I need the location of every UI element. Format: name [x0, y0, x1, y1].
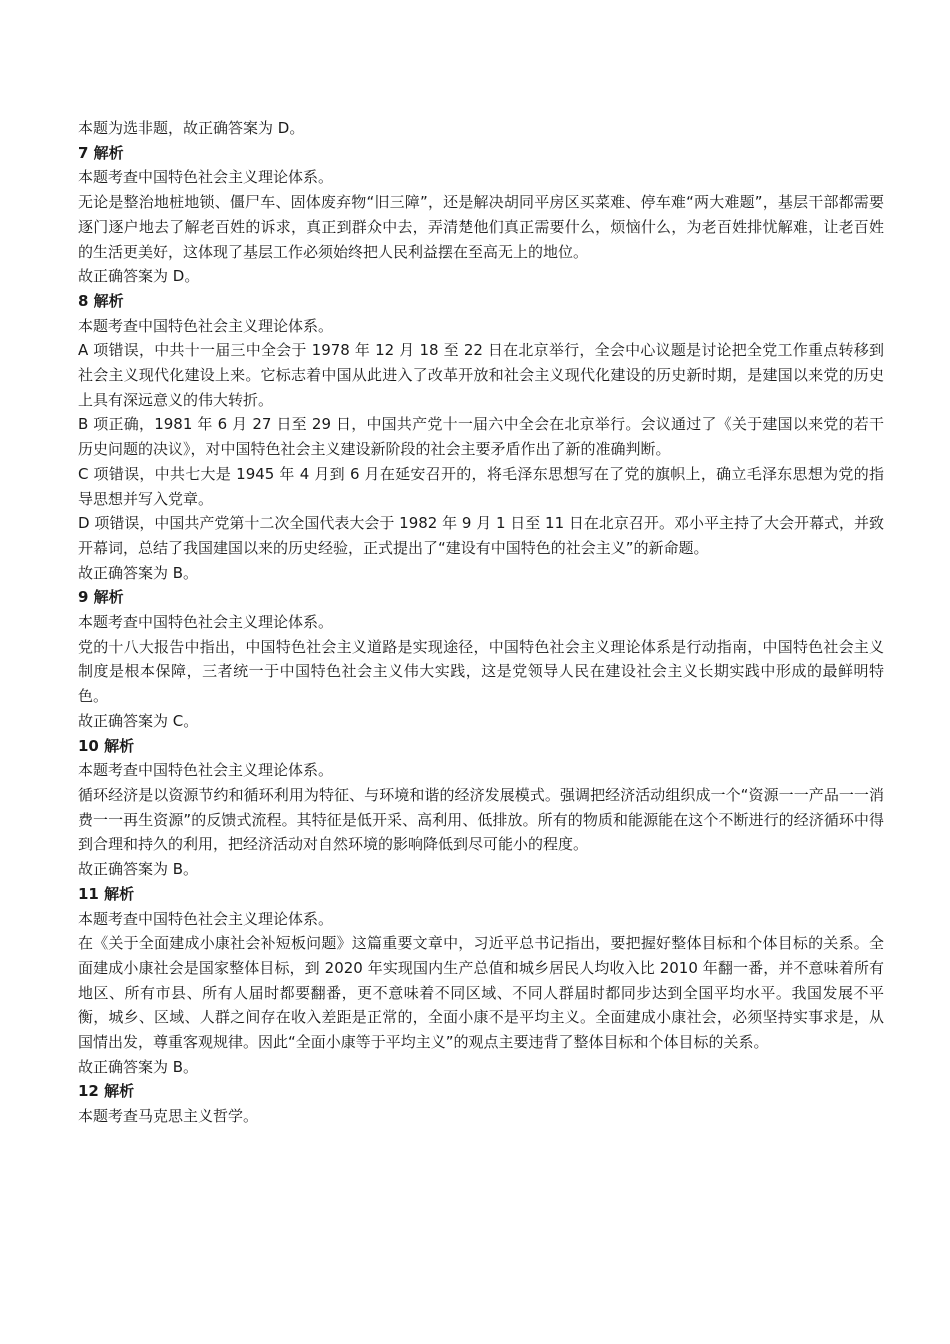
topic-line: 本题考查中国特色社会主义理论体系。	[78, 761, 334, 780]
topic-line: 本题考查中国特色社会主义理论体系。	[78, 909, 334, 928]
explanation-paragraph: 无论是整治地桩地锁、僵尸车、固体废弃物“旧三障”，还是解决胡同平房区买菜难、停车难“两大难题”，基层干部都需要逐门逐户地去了解老百姓的诉求，真正到群众中去，弄清楚他们真正需要什么，烦恼什么，为老百姓排忧解难，让老百姓的生活更美好，这体现了基层工作必须始终把人民利益摆在至高无上的地位。	[78, 193, 884, 261]
topic-line: 本题考查中国特色社会主义理论体系。	[78, 316, 334, 335]
answer-line: 本题为选非题，故正确答案为 D。	[78, 119, 305, 137]
option-a-explanation: A 项错误，中共十一届三中全会于 1978 年 12 月 18 至 22 日在北京举行，全会中心议题是讨论把全党工作重点转移到社会主义现代化建设上来。它标志着中国从此进入了改革开放和社会主义现代化建设的历史新时期，是建国以来党的历史上具有深远意义的伟大转折。	[78, 341, 884, 409]
option-d-explanation: D 项错误，中国共产党第十二次全国代表大会于 1982 年 9 月 1 日至 11 日在北京召开。邓小平主持了大会开幕式，并致开幕词，总结了我国建国以来的历史经验，正式提出了“建设有中国特色的社会主义”的新命题。	[78, 514, 884, 557]
document-body	[78, 116, 884, 1129]
explanation-paragraph: 党的十八大报告中指出，中国特色社会主义道路是实现途径，中国特色社会主义理论体系是行动指南，中国特色社会主义制度是根本保障，三者统一于中国特色社会主义伟大实践，这是党领导人民在建设社会主义长期实践中形成的最鲜明特色。	[78, 637, 884, 706]
option-b-explanation: B 项正确，1981 年 6 月 27 日至 29 日，中国共产党十一届六中全会在北京举行。会议通过了《关于建国以来党的若干历史问题的决议》，对中国特色社会主义建设新阶段的社会主要矛盾作出了新的准确判断。	[78, 415, 884, 459]
section-heading-7: 7 解析	[78, 143, 124, 162]
section-heading-8: 8 解析	[78, 291, 124, 310]
topic-line: 本题考查中国特色社会主义理论体系。	[78, 613, 334, 632]
explanation-paragraph: 循环经济是以资源节约和循环利用为特征、与环境和谐的经济发展模式。强调把经济活动组织成一个“资源一一产品一一消费一一再生资源”的反馈式流程。其特征是低开采、高利用、低排放。所有的物质和能源能在这个不断进行的经济循环中得到合理和持久的利用，把经济活动对自然环境的影响降低到尽可能小的程度。	[78, 785, 884, 854]
explanation-paragraph: 在《关于全面建成小康社会补短板问题》这篇重要文章中，习近平总书记指出，要把握好整体目标和个体目标的关系。全面建成小康社会是国家整体目标，到 2020 年实现国内生产总值和城乡居民人均收入比 2010 年翻一番，并不意味着所有地区、所有市县、所有人届时都要翻番，更不意味着不同区域、不同人群届时都同步达到全国平均水平。我国发展不平衡，城乡、区域、人群之间存在收入差距是正常的，全面小康不是平均主义。全面建成小康社会，必须坚持实事求是，从国情出发，尊重客观规律。因此“全面小康等于平均主义”的观点主要违背了整体目标和个体目标的关系。	[78, 934, 884, 1052]
answer-line: 故正确答案为 B。	[78, 1057, 199, 1076]
answer-line: 故正确答案为 B。	[78, 563, 199, 582]
section-heading-11: 11 解析	[78, 884, 135, 903]
answer-line: 故正确答案为 B。	[78, 860, 199, 879]
section-heading-9: 9 解析	[78, 588, 124, 607]
option-c-explanation: C 项错误，中共七大是 1945 年 4 月到 6 月在延安召开的，将毛泽东思想写在了党的旗帜上，确立毛泽东思想为党的指导思想并写入党章。	[78, 464, 884, 508]
answer-line: 故正确答案为 C。	[78, 711, 199, 730]
answer-line: 故正确答案为 D。	[78, 267, 200, 286]
section-heading-10: 10 解析	[78, 736, 135, 755]
topic-line: 本题考查中国特色社会主义理论体系。	[78, 168, 334, 187]
section-heading-12: 12 解析	[78, 1082, 135, 1101]
topic-line: 本题考查马克思主义哲学。	[78, 1107, 259, 1126]
